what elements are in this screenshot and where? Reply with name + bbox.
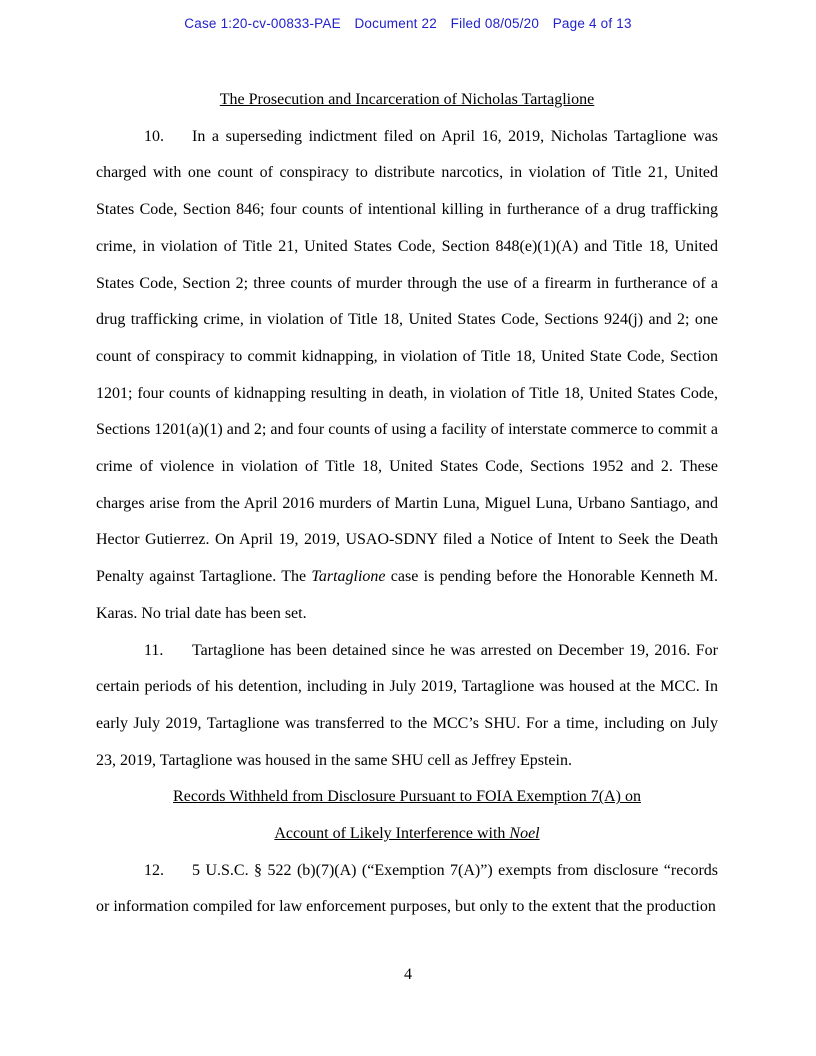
paragraph-12-number: 12. [144,861,164,879]
page-number: 4 [404,966,412,983]
paragraph-11-number: 11. [144,641,164,659]
section-heading-records-line1 [96,779,718,816]
paragraph-10 [96,119,718,633]
section-heading-records-line2 [96,816,718,853]
section-heading-prosecution-text: The Prosecution and Incarceration of Nicholas Tartaglione [219,91,595,108]
section-heading-prosecution [96,82,718,119]
paragraph-12-text: 5 U.S.C. § 522 (b)(7)(A) (“Exemption 7(A)”) exempts from disclosure “records or information compiled for law enforcement purposes, but only to the extent that the production [96,861,718,916]
paragraph-11-text: Tartaglione has been detained since he was arrested on December 19, 2016. For certain periods of his detention, including in July 2019, Tartaglione was housed at the MCC. In early July 2019, Tartaglione was transferred to the MCC’s SHU. For a time, including on July 23, 2019, Tartaglione was housed in the same SHU cell as Jeffrey Epstein. [96,641,718,769]
paragraph-10-text-b: case is pending before the Honorable Kenneth M. Karas. No trial date has been set. [96,568,718,622]
case-header-stamp: Case 1:20-cv-00833-PAE Document 22 Filed 08/05/20 Page 4 of 13 [184,16,632,31]
section-heading-records-line1-text: Records Withheld from Disclosure Pursuant to FOIA Exemption 7(A) on [173,788,641,806]
section-heading-records-line2-text [274,825,539,842]
heading-text-normal: Account of Likely Interference with [274,825,510,843]
document-body [96,82,718,926]
case-name-italic: Tartaglione [311,568,386,586]
case-name-noel-italic: Noel [509,825,540,843]
paragraph-11 [96,633,718,780]
paragraph-10-number: 10. [144,127,164,145]
paragraph-10-text-a: In a superseding indictment filed on April 16, 2019, Nicholas Tartaglione was charged with one count of conspiracy to distribute narcotics, in violation of Title 21, United States Code, Section 846; four counts of intentional killing in furtherance of a drug trafficking crime, in violation of Title 21, United States Code, Section 848(e)(1)(A) and Title 18, United States Code, Section 2; three counts of murder through the use of a firearm in furtherance of a drug trafficking crime, in violation of Title 18, United States Code, Sections 924(j) and 2; one count of conspiracy to commit kidnapping, in violation of Title 18, United State Code, Section 1201; four counts of kidnapping resulting in death, in violation of Title 18, United States Code, Sections 1201(a)(1) and 2; and four counts of using a facility of interstate commerce to commit a crime of violence in violation of Title 18, United States Code, Sections 1952 and 2. These charges arise from the April 2016 murders of Martin Luna, Miguel Luna, Urbano Santiago, and Hector Gutierrez. On April 19, 2019, USAO-SDNY filed a Notice of Intent to Seek the Death Penalty against Tartaglione. The [96,127,718,586]
paragraph-12 [96,853,718,926]
